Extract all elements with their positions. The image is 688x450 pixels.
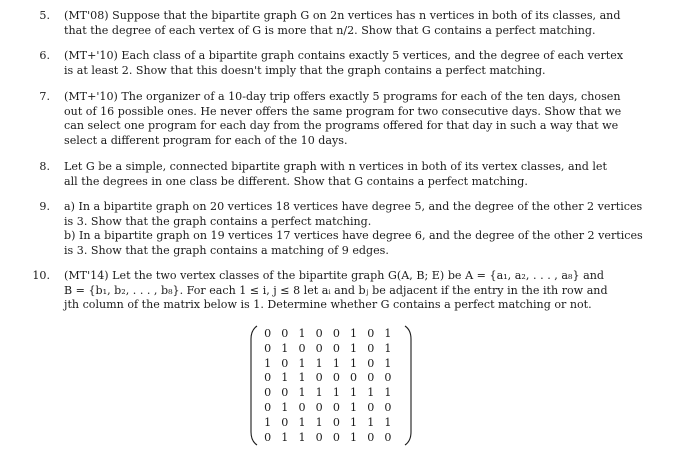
matrix-cell: 1 (332, 386, 340, 400)
matrix-cell: 0 (264, 400, 272, 414)
problem-number: 6. (39, 49, 50, 62)
matrix-cell: 0 (298, 341, 306, 355)
problem-line: (MT+'10) The organizer of a 10-day trip offers exactly 5 programs for each of the ten days, chosen (64, 90, 621, 103)
matrix-cell: 0 (367, 341, 375, 355)
problem-line: is 3. Show that the graph contains a matching of 9 edges. (64, 243, 389, 257)
problem-number: 10. (32, 269, 50, 282)
matrix-cell: 1 (264, 356, 272, 370)
matrix-cell: 1 (281, 430, 289, 444)
matrix-cell: 0 (367, 430, 375, 444)
problem-number: 8. (39, 160, 50, 173)
matrix-cell: 1 (281, 341, 289, 355)
matrix-cell: 1 (298, 415, 306, 429)
matrix-cell: 1 (350, 430, 358, 444)
problem-line: out of 16 possible ones. He never offers the same program for two consecutive days. Show that we (64, 104, 622, 118)
matrix-cell: 0 (332, 415, 340, 429)
matrix-cell: 0 (264, 430, 272, 444)
matrix-cell: 0 (367, 356, 375, 370)
matrix-cell: 1 (315, 386, 323, 400)
matrix-row (259, 431, 397, 446)
matrix-cell: 0 (332, 371, 340, 385)
matrix-cell: 0 (350, 371, 358, 385)
problem-text (64, 9, 621, 38)
matrix-cell: 1 (298, 327, 306, 340)
matrix-cell: 1 (350, 327, 358, 340)
matrix-cell: 0 (315, 430, 323, 444)
matrix-cell: 0 (384, 400, 392, 414)
matrix-cell: 0 (367, 400, 375, 414)
problem-text (64, 90, 622, 148)
problem-line: can select one program for each day from the programs offered for that day in such a way that we (64, 119, 619, 133)
matrix-cell: 1 (384, 386, 392, 400)
matrix-cell: 0 (367, 327, 375, 340)
matrix-cell: 0 (264, 386, 272, 400)
matrix-row (259, 371, 397, 386)
matrix-cell: 0 (315, 371, 323, 385)
matrix-cell: 1 (281, 400, 289, 414)
matrix-cell: 0 (332, 341, 340, 355)
matrix-row (259, 357, 397, 372)
matrix-cell: 1 (332, 356, 340, 370)
matrix-cell: 1 (298, 430, 306, 444)
problem-line: (MT'08) Suppose that the bipartite graph G on 2n vertices has n vertices in both of its classes, and (64, 9, 621, 22)
matrix-cell: 0 (264, 371, 272, 385)
matrix-cell: 1 (350, 386, 358, 400)
matrix-cell: 1 (298, 386, 306, 400)
problem-line: is 3. Show that the graph contains a perfect matching. (64, 214, 372, 228)
matrix-cell: 1 (298, 371, 306, 385)
matrix-cell: 1 (350, 415, 358, 429)
problem-text (64, 49, 624, 78)
matrix-cell: 0 (281, 415, 289, 429)
matrix-cell: 1 (350, 356, 358, 370)
matrix-cell: 1 (350, 341, 358, 355)
matrix-cell: 0 (281, 386, 289, 400)
problem-line: Let G be a simple, connected bipartite graph with n vertices in both of its vertex classes, and let (64, 160, 607, 173)
problem-line: (MT+'10) Each class of a bipartite graph contains exactly 5 vertices, and the degree of each vertex (64, 49, 624, 62)
matrix-row (259, 342, 397, 357)
matrix-cell: 0 (332, 327, 340, 340)
matrix-cell: 0 (332, 400, 340, 414)
adjacency-matrix (250, 325, 412, 446)
matrix-cell: 0 (281, 356, 289, 370)
matrix-row (259, 386, 397, 401)
problem-text (64, 200, 643, 258)
problem-text (64, 160, 607, 189)
matrix-cell: 0 (384, 371, 392, 385)
problem-line: b) In a bipartite graph on 19 vertices 17 vertices have degree 6, and the degree of the other 2 vertices (64, 229, 643, 243)
matrix-cell: 1 (384, 341, 392, 355)
matrix-cell: 1 (367, 415, 375, 429)
matrix-row (259, 401, 397, 416)
matrix-cell: 0 (384, 430, 392, 444)
matrix-cell: 0 (315, 341, 323, 355)
problem-line: select a different program for each of the 10 days. (64, 133, 348, 147)
problem-number: 9. (39, 200, 50, 213)
problem-line: that the degree of each vertex of G is more that n/2. Show that G contains a perfect matching. (64, 23, 596, 37)
matrix-cell: 1 (315, 356, 323, 370)
problem-text (64, 269, 608, 313)
matrix-cell: 1 (384, 356, 392, 370)
matrix-cell: 0 (367, 371, 375, 385)
problem-number: 7. (39, 90, 50, 103)
problem-line: all the degrees in one class be different. Show that G contains a perfect matching. (64, 174, 528, 188)
problem-line: a) In a bipartite graph on 20 vertices 18 vertices have degree 5, and the degree of the other 2 vertices (64, 200, 643, 213)
matrix-grid (259, 327, 397, 445)
problem-line: jth column of the matrix below is 1. Determine whether G contains a perfect matching or not. (64, 298, 592, 312)
matrix-cell: 1 (315, 415, 323, 429)
matrix-cell: 0 (264, 327, 272, 340)
matrix-cell: 1 (384, 327, 392, 340)
problem-line: is at least 2. Show that this doesn't imply that the graph contains a perfect matching. (64, 63, 546, 77)
matrix-row (259, 416, 397, 431)
matrix-cell: 0 (332, 430, 340, 444)
matrix-cell: 1 (367, 386, 375, 400)
matrix-cell: 1 (298, 356, 306, 370)
problem-number: 5. (39, 9, 50, 22)
matrix-cell: 1 (281, 371, 289, 385)
problem-line: (MT'14) Let the two vertex classes of the bipartite graph G(A, B; E) be A = {a₁, a₂, . . . , a₈} and (64, 269, 604, 282)
matrix-cell: 1 (350, 400, 358, 414)
matrix-row (259, 327, 397, 342)
matrix-cell: 0 (298, 400, 306, 414)
matrix-cell: 1 (264, 415, 272, 429)
matrix-cell: 0 (315, 327, 323, 340)
matrix-cell: 0 (281, 327, 289, 340)
matrix-cell: 0 (315, 400, 323, 414)
matrix-cell: 0 (264, 341, 272, 355)
matrix-cell: 1 (384, 415, 392, 429)
problem-line: B = {b₁, b₂, . . . , b₈}. For each 1 ≤ i, j ≤ 8 let aᵢ and bⱼ be adjacent if the entry in the ith row and (64, 283, 608, 297)
